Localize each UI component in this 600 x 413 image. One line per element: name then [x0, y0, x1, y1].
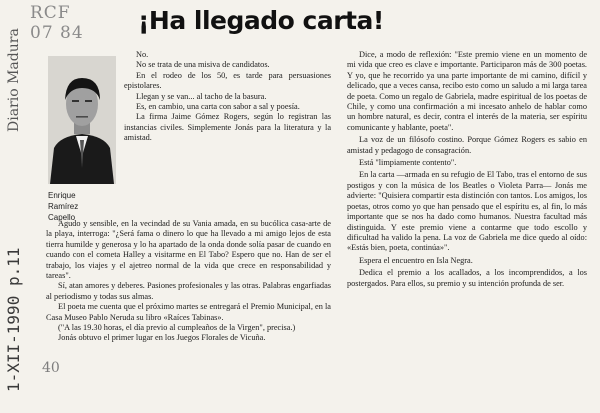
paragraph: Jonás obtuvo el primer lugar en los Juegos Florales de Vicuña.: [58, 333, 266, 343]
column-left-lower: [46, 219, 331, 344]
paragraph: Agudo y sensible, en la vecindad de su Vania amada, en su bucólica casa-arte de la playa, interroga: "¿Será fama o dinero lo que ha llevado a mi amigo lejos de esta tierra humilde y generosa y lo ha apartado de la onda donde solía pasar de cuando en cuando con el cometa Halley a visitarme en El Tabo? Espero que no. Han de ser el trabajo, los viajes y el ajetreo normal de la vida que crece en responsabilidad y tareas".: [46, 219, 331, 281]
paragraph: No.: [136, 50, 149, 59]
archive-code-bottom: 07 84: [30, 23, 84, 43]
column-left-upper: [124, 50, 331, 144]
photo-caption: Enrique Ramírez Capello: [48, 191, 79, 222]
paragraph: Llegan y se van... al tacho de la basura.: [136, 91, 267, 101]
paragraph: Dice, a modo de reflexión: "Este premio viene en un momento de mi vida que creo es clave e importante. Participaron más de 300 poetas. Y yo, que he recorrido ya una parte importante de mi camino, difícil y delicado, que a veces cansa, recibo esto como un saludo a mi larga tarea de poeta. Como un regalo de Gabriela, madre espiritual de los poetas de Chile, y como una confirmación a mi incesato anhelo de hablar como un hombre natural, es decir, contra el interés de la materia, ser espíritu comunicante y hablante, poeta".: [347, 50, 587, 132]
author-photo: [48, 56, 116, 184]
headline: ¡Ha llegado carta!: [138, 6, 384, 35]
paragraph: No se trata de una misiva de candidatos.: [136, 60, 270, 70]
paragraph: En el rodeo de los 50, es tarde para persuasiones epistolares.: [124, 70, 331, 91]
column-right: [347, 50, 587, 291]
author-portrait-image: [48, 56, 116, 184]
archive-code-top: RCF: [30, 3, 71, 23]
paragraph: En la carta —armada en su refugio de El Tabo, tras el entorno de sus postigos y con la música de los Beatles o Violeta Parra— Jonás me advierte: "Quisiera compartir esta distinción con tantos. Los amigos, los poetas, otros como yo que han pensado que el espíritu es, al fin, lo más importante que se nos ha dado como humanos. Nuestra facultad más distinguida. Y este premio viene a contarme que todo escollo y dificultad ha valido la pena. La voz de Gabriela me dice quedo al oído: «Estás bien, poeta, continúa»".: [347, 170, 587, 253]
handwritten-date: 1-XII-1990 p.11: [4, 247, 23, 392]
paragraph: El poeta me cuenta que el próximo martes se entregará el Premio Municipal, en la Casa Museo Pablo Neruda su libro «Raíces Tabinas».: [46, 302, 331, 322]
paragraph: La firma Jaime Gómez Rogers, según lo registran las instancias civiles. Simplemente Jonás para la literatura y la amistad.: [124, 112, 331, 143]
paragraph: Espera el encuentro en Isla Negra.: [359, 255, 473, 265]
paragraph: La voz de un filósofo costino. Porque Gómez Rogers es sabio en amistad y pedagogo de consagración.: [347, 135, 587, 155]
handwritten-number: 40: [42, 360, 60, 376]
paragraph: Es, en cambio, una carta con sabor a sal y poesía.: [136, 102, 300, 112]
paragraph: Está "limpiamente contento".: [359, 158, 457, 168]
paragraph: Dedica el premio a los acallados, a los incomprendidos, a los postergados. Para ellos, su premio y su intención profunda de ser.: [347, 268, 587, 288]
paragraph: ("A las 19.30 horas, el día previo al cumpleaños de la Virgen", precisa.): [58, 323, 296, 333]
handwritten-source: Diario Madura: [6, 28, 22, 132]
paragraph: Sí, atan amores y deberes. Pasiones profesionales y las otras. Palabras engarfiadas al periodismo y todas sus almas.: [46, 281, 331, 301]
